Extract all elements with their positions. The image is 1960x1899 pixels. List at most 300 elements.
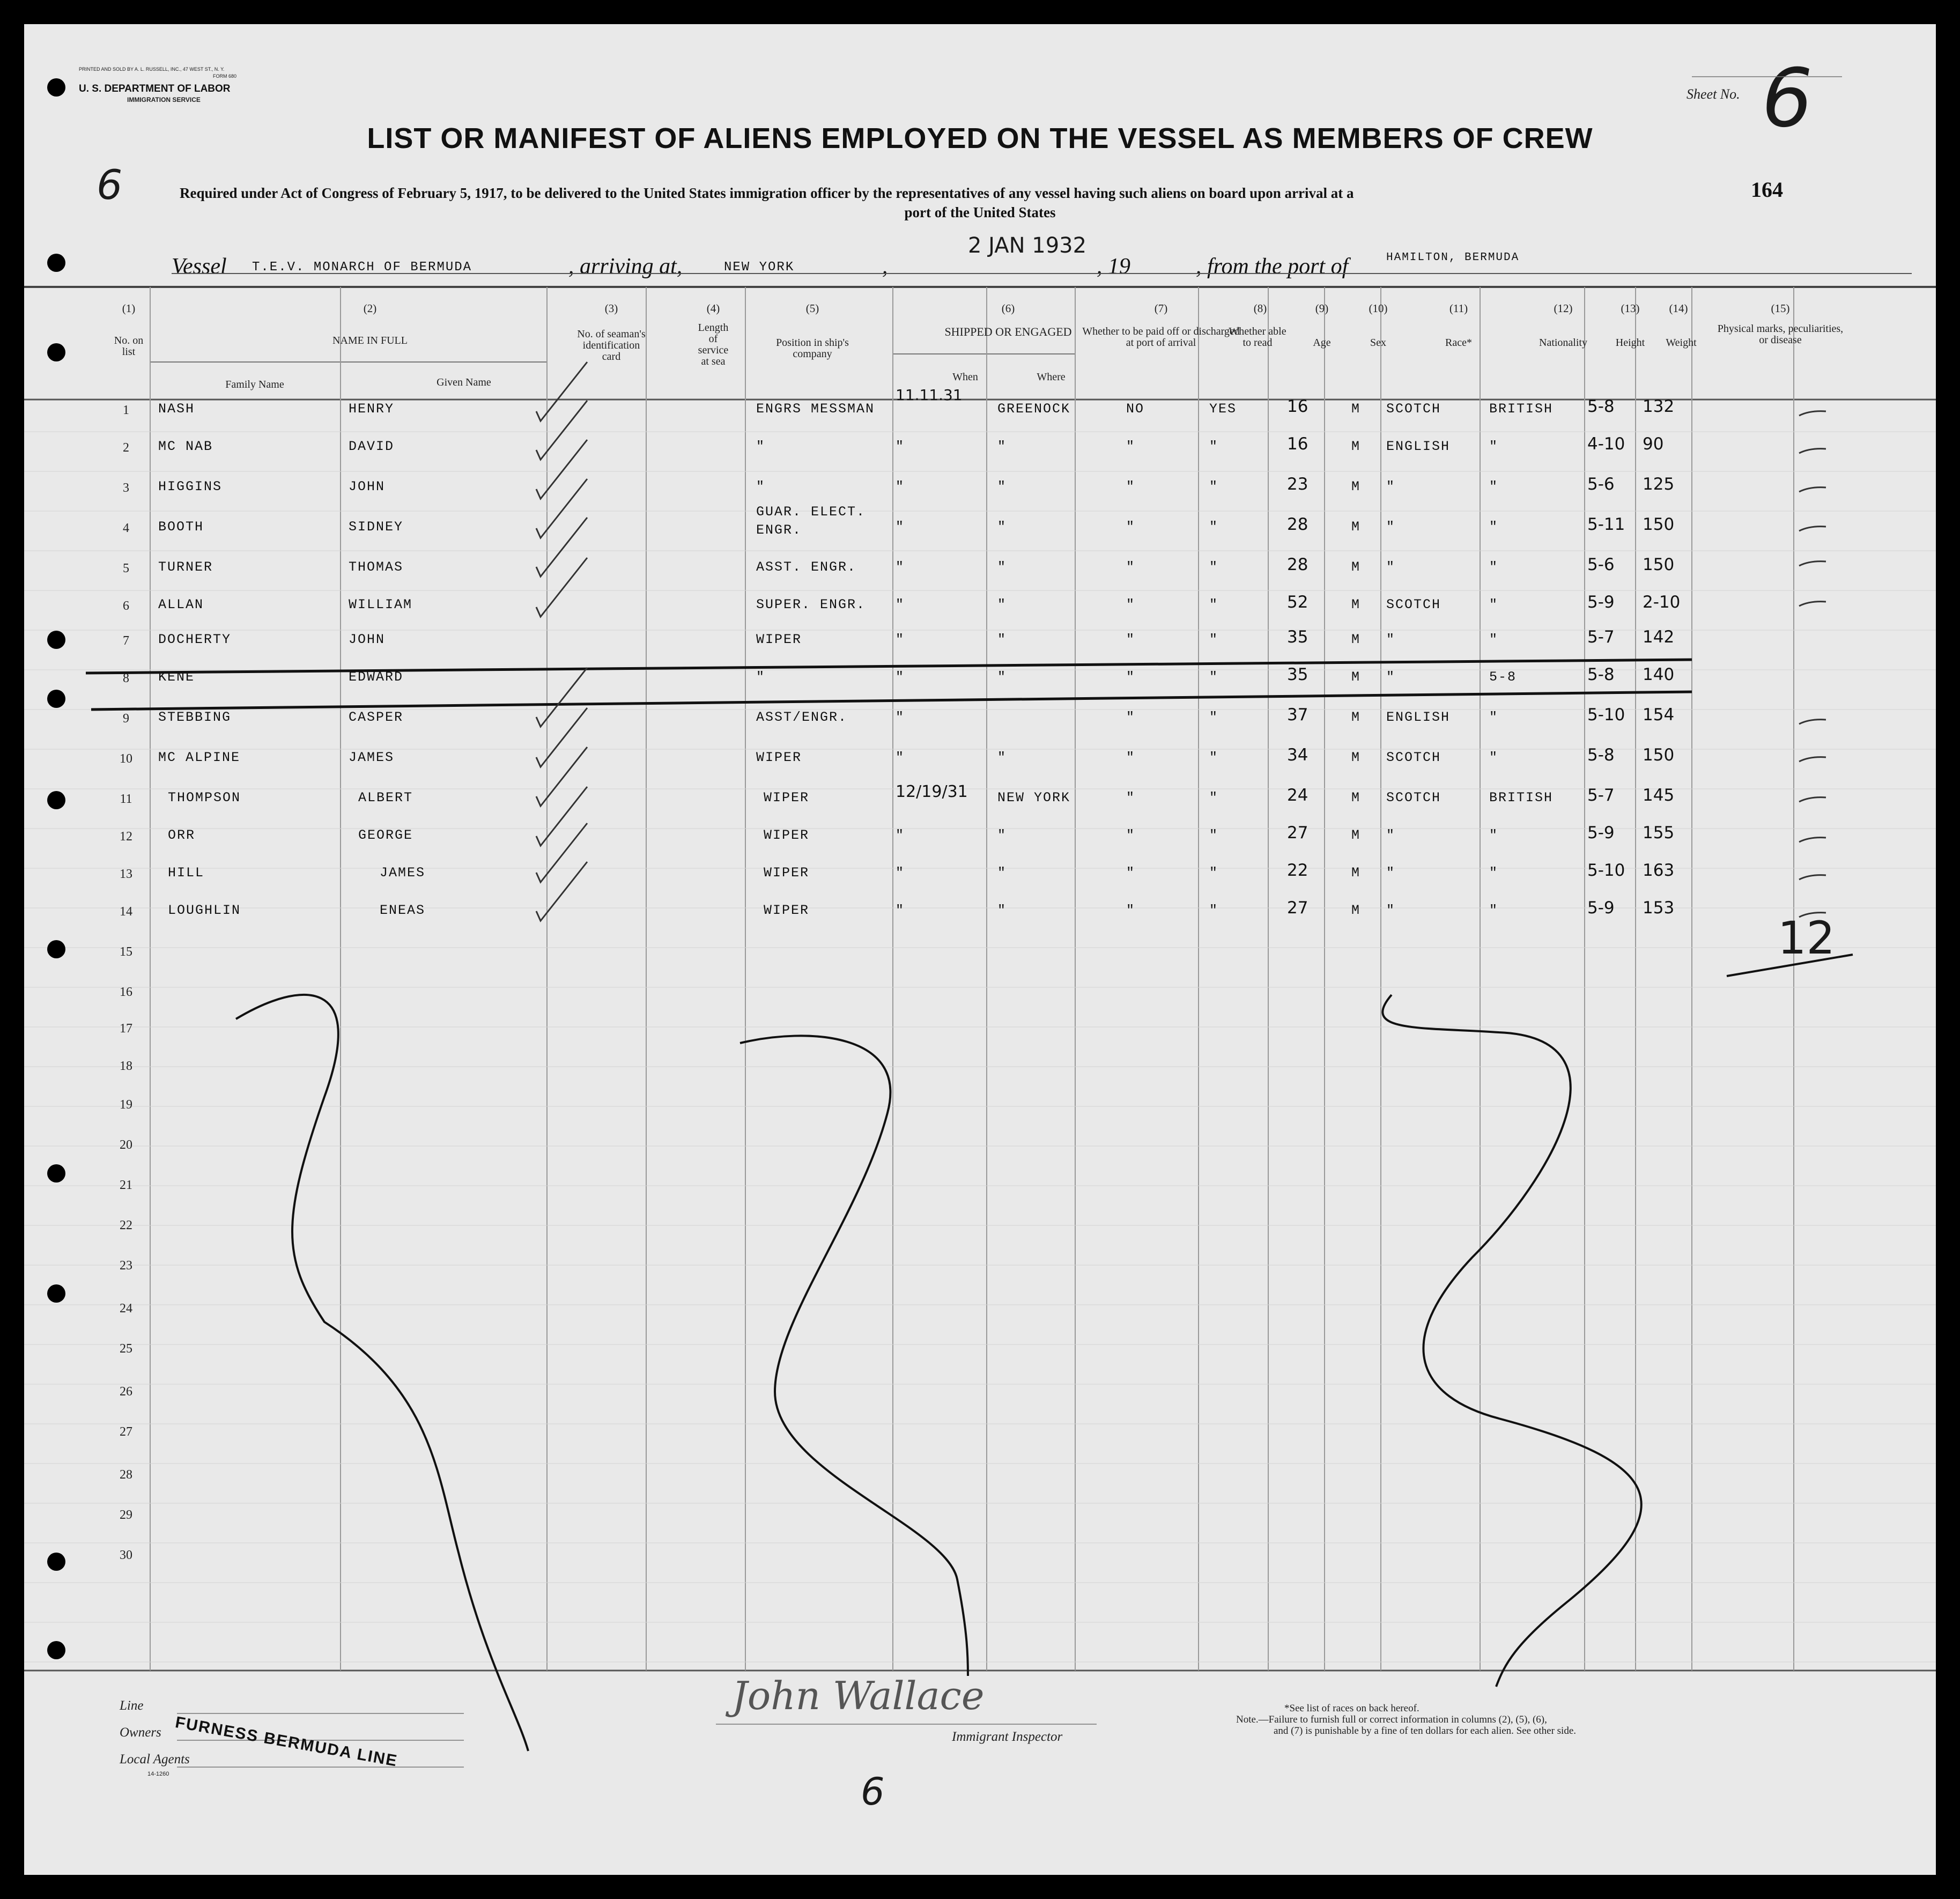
check-mark <box>536 479 587 538</box>
cell-height: 5-9 <box>1587 823 1615 843</box>
cell-position: ENGRS MESSMAN <box>756 401 875 417</box>
cell-when: " <box>896 479 905 494</box>
cell-paid-off: NO <box>1126 401 1145 417</box>
col-num-15: (15) <box>1771 302 1790 315</box>
cell-able-to-read: " <box>1209 439 1219 454</box>
cell-weight: 2-10 <box>1643 593 1681 612</box>
row-number: 18 <box>120 1059 132 1073</box>
col-label-seaman-card: No. of seaman's identification card <box>577 328 646 363</box>
cell-family-name: HILL <box>168 865 205 881</box>
cell-race: " <box>1386 827 1396 843</box>
cell-given-name: JAMES <box>380 865 426 881</box>
cell-able-to-read: YES <box>1209 401 1237 417</box>
cell-age: 27 <box>1287 823 1308 843</box>
immigrant-inspector-label: Immigrant Inspector <box>952 1730 1063 1744</box>
col-label-age: Age <box>1313 337 1331 349</box>
subheader-family-name: Family Name <box>225 379 284 390</box>
note-line-1: *See list of races on back hereof. <box>1284 1703 1419 1714</box>
col-num-5: (5) <box>805 302 819 315</box>
cell-weight: 142 <box>1643 627 1675 647</box>
cell-race: " <box>1386 479 1396 494</box>
manifest-sheet <box>24 24 1936 1875</box>
cell-family-name: ALLAN <box>158 597 204 612</box>
col-num-13: (13) <box>1621 302 1640 315</box>
cell-sex: M <box>1351 750 1361 765</box>
col-label-shipped-engaged: SHIPPED OR ENGAGED <box>944 325 1072 338</box>
cell-position: GUAR. ELECT. ENGR. <box>756 504 866 538</box>
col-label-position: Position in ship's company <box>776 337 849 360</box>
physical-mark-dash <box>1799 838 1826 842</box>
col-num-7: (7) <box>1154 302 1168 315</box>
cell-nationality: " <box>1489 439 1499 454</box>
cell-weight: 153 <box>1643 898 1675 918</box>
cell-able-to-read: " <box>1209 865 1219 881</box>
cell-position: SUPER. ENGR. <box>756 597 866 612</box>
cell-where: " <box>997 519 1007 535</box>
inspector-signature: John Wallace <box>732 1673 985 1718</box>
cell-position: WIPER <box>764 903 810 918</box>
cell-paid-off: " <box>1126 903 1136 918</box>
row-number: 25 <box>120 1342 132 1356</box>
row-number: 20 <box>120 1138 132 1152</box>
cell-race: SCOTCH <box>1386 401 1441 417</box>
cell-nationality: " <box>1489 597 1499 612</box>
check-mark <box>536 823 587 882</box>
binder-hole <box>47 631 65 649</box>
check-mark <box>536 401 587 460</box>
cell-family-name: LOUGHLIN <box>168 903 241 918</box>
vessel-name: T.E.V. MONARCH OF BERMUDA <box>252 260 472 275</box>
physical-mark-dash <box>1799 487 1826 492</box>
cell-able-to-read: " <box>1209 519 1219 535</box>
cell-sex: M <box>1351 790 1361 806</box>
cell-height: 5-9 <box>1587 593 1615 612</box>
binder-hole <box>47 1284 65 1303</box>
cell-age: 23 <box>1287 475 1308 494</box>
col-label-paid-off: Whether to be paid off or discharged at port of arrival <box>1082 326 1240 349</box>
cell-paid-off: " <box>1126 559 1136 575</box>
form-code: 14-1260 <box>147 1771 169 1777</box>
col-label-no-on-list: No. on list <box>114 335 144 358</box>
cell-where: " <box>997 669 1007 685</box>
cell-race: SCOTCH <box>1386 597 1441 612</box>
col-num-3: (3) <box>604 302 618 315</box>
cell-height: 5-6 <box>1587 555 1615 574</box>
footer-note <box>1236 1703 1576 1737</box>
cell-able-to-read: " <box>1209 903 1219 918</box>
cell-given-name: JAMES <box>349 750 395 765</box>
cell-height: 5-8 <box>1587 745 1615 765</box>
cell-when: " <box>896 865 905 881</box>
cell-able-to-read: " <box>1209 669 1219 685</box>
cell-when: 12/19/31 <box>896 782 968 801</box>
col-num-4: (4) <box>706 302 720 315</box>
strike-row-8 <box>91 692 1692 710</box>
col-label-height: Height <box>1615 337 1645 349</box>
row-number: 5 <box>123 561 129 575</box>
cell-family-name: MC ALPINE <box>158 750 241 765</box>
col-num-8: (8) <box>1253 302 1267 315</box>
row-number: 10 <box>120 752 132 766</box>
department-name: U. S. DEPARTMENT OF LABOR <box>79 83 231 94</box>
from-port: HAMILTON, BERMUDA <box>1386 252 1520 264</box>
cell-weight: 155 <box>1643 823 1675 843</box>
from-label: , from the port of <box>1196 254 1349 279</box>
check-mark <box>536 708 587 767</box>
physical-mark-dash <box>1799 602 1826 606</box>
cell-given-name: JOHN <box>349 479 386 494</box>
cell-able-to-read: " <box>1209 710 1219 725</box>
row-number: 12 <box>120 830 132 844</box>
cell-given-name: ENEAS <box>380 903 426 918</box>
cell-family-name: DOCHERTY <box>158 632 232 647</box>
cell-given-name: HENRY <box>349 401 395 417</box>
cell-height: 5-7 <box>1587 786 1615 805</box>
binder-hole <box>47 78 65 97</box>
cell-nationality: " <box>1489 750 1499 765</box>
binder-hole <box>47 1553 65 1571</box>
cell-paid-off: " <box>1126 439 1136 454</box>
cell-weight: 145 <box>1643 786 1675 805</box>
page-title: LIST OR MANIFEST OF ALIENS EMPLOYED ON THE VESSEL AS MEMBERS OF CREW <box>367 122 1593 154</box>
local-agents-label: Local Agents <box>120 1752 190 1767</box>
cell-weight: 150 <box>1643 555 1675 574</box>
cell-when: " <box>896 750 905 765</box>
date-stamp: 2 JAN 1932 <box>968 233 1087 258</box>
sheet-number: 6 <box>1762 52 1813 145</box>
cell-when: 11.11.31 <box>896 386 963 404</box>
cell-height: 4-10 <box>1587 434 1625 454</box>
cell-when: " <box>896 519 905 535</box>
row-number: 1 <box>123 403 129 417</box>
cell-where: " <box>997 903 1007 918</box>
cell-sex: M <box>1351 632 1361 647</box>
cell-race: " <box>1386 519 1396 535</box>
cell-race: ENGLISH <box>1386 439 1451 454</box>
line-stamp: FURNESS BERMUDA LINE <box>174 1713 400 1770</box>
cell-weight: 150 <box>1643 745 1675 765</box>
cell-age: 34 <box>1287 745 1308 765</box>
cell-sex: M <box>1351 669 1361 685</box>
physical-mark-dash <box>1799 449 1826 453</box>
cell-family-name: STEBBING <box>158 710 232 725</box>
cell-race: " <box>1386 865 1396 881</box>
cell-age: 24 <box>1287 786 1308 805</box>
cell-family-name: ORR <box>168 827 196 843</box>
subtitle-line-2: port of the United States <box>904 204 1056 220</box>
cell-position: WIPER <box>764 827 810 843</box>
col-label-length-of-service: Length of service at sea <box>698 322 729 367</box>
cell-paid-off: " <box>1126 632 1136 647</box>
row-number: 6 <box>123 599 129 613</box>
row-number: 29 <box>120 1508 132 1522</box>
cell-where: " <box>997 479 1007 494</box>
cell-race: " <box>1386 903 1396 918</box>
col-num-6: (6) <box>1001 302 1015 315</box>
cell-paid-off: " <box>1126 827 1136 843</box>
col-label-nationality: Nationality <box>1539 337 1587 349</box>
binder-hole <box>47 1641 65 1659</box>
cell-race: " <box>1386 559 1396 575</box>
row-number: 16 <box>120 985 132 999</box>
cell-position: " <box>756 479 766 494</box>
cell-nationality: BRITISH <box>1489 790 1554 806</box>
cell-nationality: " <box>1489 519 1499 535</box>
cell-position: WIPER <box>756 632 802 647</box>
binder-hole <box>47 791 65 809</box>
row-number: 23 <box>120 1259 132 1273</box>
col-num-10: (10) <box>1369 302 1388 315</box>
cell-age: 35 <box>1287 627 1308 647</box>
printer-line-2: FORM 680 <box>213 73 237 79</box>
margin-mark: 6 <box>97 161 123 209</box>
subtitle-line-1: Required under Act of Congress of February 5, 1917, to be delivered to the United States immigration officer by the representatives of any vessel having such aliens on board upon arrival at a <box>180 185 1354 201</box>
cell-age: 52 <box>1287 593 1308 612</box>
cell-race: SCOTCH <box>1386 790 1441 806</box>
cell-given-name: THOMAS <box>349 559 404 575</box>
cell-where: " <box>997 827 1007 843</box>
cell-when: " <box>896 632 905 647</box>
owners-label: Owners <box>120 1725 161 1740</box>
cell-weight: 125 <box>1643 475 1675 494</box>
physical-mark-dash <box>1799 757 1826 762</box>
closing-squiggle-2 <box>740 1036 968 1676</box>
cell-family-name: THOMPSON <box>168 790 241 806</box>
row-number: 30 <box>120 1548 132 1562</box>
check-mark <box>536 862 587 921</box>
cell-paid-off: " <box>1126 519 1136 535</box>
cell-given-name: SIDNEY <box>349 519 404 535</box>
cell-position: " <box>756 669 766 685</box>
vessel-label: Vessel <box>172 254 227 279</box>
cell-when: " <box>896 710 905 725</box>
cell-age: 35 <box>1287 665 1308 684</box>
cell-given-name: JOHN <box>349 632 386 647</box>
cell-height: 5-11 <box>1587 515 1625 534</box>
col-num-14: (14) <box>1669 302 1688 315</box>
cell-given-name: DAVID <box>349 439 395 454</box>
col-label-physical-marks: Physical marks, peculiarities, or disease <box>1717 323 1844 346</box>
line-label: Line <box>120 1698 144 1713</box>
cell-height: 5-10 <box>1587 705 1625 725</box>
cell-race: ENGLISH <box>1386 710 1451 725</box>
arriving-port: NEW YORK <box>724 260 795 275</box>
cell-family-name: NASH <box>158 401 195 417</box>
cell-height: 5-10 <box>1587 861 1625 880</box>
physical-mark-dash <box>1799 720 1826 724</box>
cell-nationality: " <box>1489 710 1499 725</box>
cell-sex: M <box>1351 865 1361 881</box>
subheader-when: When <box>952 371 978 383</box>
cell-age: 22 <box>1287 861 1308 880</box>
cell-where: NEW YORK <box>997 790 1071 806</box>
cell-race: " <box>1386 632 1396 647</box>
cell-given-name: WILLIAM <box>349 597 413 612</box>
strike-row-7 <box>86 660 1692 673</box>
binder-hole <box>47 1164 65 1183</box>
cell-paid-off: " <box>1126 750 1136 765</box>
cell-where: " <box>997 632 1007 647</box>
cell-sex: M <box>1351 559 1361 575</box>
row-number: 15 <box>120 945 132 959</box>
binder-hole <box>47 690 65 708</box>
cell-age: 28 <box>1287 515 1308 534</box>
cell-when: " <box>896 597 905 612</box>
tally-count: 12 <box>1778 912 1835 964</box>
cell-sex: M <box>1351 903 1361 918</box>
cell-height: 5-8 <box>1587 665 1615 684</box>
note-line-3: and (7) is punishable by a fine of ten dollars for each alien. See other side. <box>1274 1725 1577 1737</box>
arriving-label: , arriving at, <box>568 254 683 279</box>
row-number: 22 <box>120 1218 132 1232</box>
cell-paid-off: " <box>1126 669 1136 685</box>
cell-nationality: BRITISH <box>1489 401 1554 417</box>
row-number: 2 <box>123 441 129 455</box>
cell-given-name: EDWARD <box>349 669 404 685</box>
row-number: 24 <box>120 1302 132 1316</box>
cell-position: " <box>756 439 766 454</box>
cell-when: " <box>896 439 905 454</box>
cell-paid-off: " <box>1126 865 1136 881</box>
cell-age: 28 <box>1287 555 1308 574</box>
cell-family-name: MC NAB <box>158 439 213 454</box>
cell-able-to-read: " <box>1209 479 1219 494</box>
physical-mark-dash <box>1799 797 1826 802</box>
subheader-where: Where <box>1037 371 1066 383</box>
cell-nationality: " <box>1489 559 1499 575</box>
cell-race: SCOTCH <box>1386 750 1441 765</box>
row-number: 26 <box>120 1385 132 1399</box>
closing-squiggle-1 <box>236 995 528 1751</box>
cell-where: GREENOCK <box>997 401 1071 417</box>
cell-sex: M <box>1351 710 1361 725</box>
cell-able-to-read: " <box>1209 827 1219 843</box>
cell-height: 5-6 <box>1587 475 1615 494</box>
cell-nationality: 5-8 <box>1489 669 1517 685</box>
cell-position: ASST. ENGR. <box>756 559 857 575</box>
cell-when: " <box>896 903 905 918</box>
cell-nationality: " <box>1489 827 1499 843</box>
cell-family-name: HIGGINS <box>158 479 223 494</box>
cell-when: " <box>896 827 905 843</box>
row-number: 3 <box>123 481 129 495</box>
note-line-2: Note.—Failure to furnish full or correct information in columns (2), (5), (6), <box>1236 1714 1547 1725</box>
col-num-2: (2) <box>363 302 377 315</box>
cell-paid-off: " <box>1126 710 1136 725</box>
cell-family-name: BOOTH <box>158 519 204 535</box>
row-number: 28 <box>120 1468 132 1482</box>
cell-sex: M <box>1351 597 1361 612</box>
check-mark <box>536 362 587 421</box>
sheet-number-label: Sheet No. <box>1687 86 1740 102</box>
cell-height: 5-7 <box>1587 627 1615 647</box>
col-label-race: Race* <box>1445 337 1472 349</box>
physical-mark-dash <box>1799 411 1826 416</box>
row-number: 21 <box>120 1178 132 1192</box>
row-number: 9 <box>123 712 129 726</box>
cell-when: " <box>896 669 905 685</box>
cell-age: 27 <box>1287 898 1308 918</box>
cell-paid-off: " <box>1126 790 1136 806</box>
cell-where: " <box>997 597 1007 612</box>
cell-able-to-read: " <box>1209 597 1219 612</box>
cell-age: 16 <box>1287 434 1308 454</box>
col-label-able-to-read: Whether able to read <box>1229 326 1286 349</box>
physical-mark-dash <box>1799 527 1826 531</box>
cell-weight: 154 <box>1643 705 1675 725</box>
physical-mark-dash <box>1799 875 1826 880</box>
cell-height: 5-8 <box>1587 397 1615 416</box>
col-label-weight: Weight <box>1666 337 1697 349</box>
col-num-12: (12) <box>1554 302 1573 315</box>
cell-where: " <box>997 750 1007 765</box>
row-number: 11 <box>120 792 132 806</box>
cell-sex: M <box>1351 519 1361 535</box>
cell-able-to-read: " <box>1209 790 1219 806</box>
binder-hole <box>47 343 65 361</box>
cell-nationality: " <box>1489 479 1499 494</box>
cell-weight: 140 <box>1643 665 1675 684</box>
cell-able-to-read: " <box>1209 632 1219 647</box>
cell-sex: M <box>1351 479 1361 494</box>
cell-paid-off: " <box>1126 479 1136 494</box>
physical-mark-dash <box>1799 561 1826 566</box>
cell-family-name: TURNER <box>158 559 213 575</box>
row-number: 19 <box>120 1098 132 1112</box>
cell-weight: 150 <box>1643 515 1675 534</box>
row-number: 4 <box>123 521 129 535</box>
row-number: 13 <box>120 867 132 881</box>
printer-line-1: PRINTED AND SOLD BY A. L. RUSSELL, INC., 47 WEST ST., N. Y. <box>79 66 225 72</box>
cell-nationality: " <box>1489 632 1499 647</box>
binder-hole <box>47 254 65 272</box>
cell-position: ASST/ENGR. <box>756 710 848 725</box>
cell-family-name: KENE <box>158 669 195 685</box>
row-number: 27 <box>120 1425 132 1439</box>
cell-sex: M <box>1351 401 1361 417</box>
col-num-11: (11) <box>1449 302 1468 315</box>
col-num-1: (1) <box>122 302 136 315</box>
cell-nationality: " <box>1489 865 1499 881</box>
subheader-given-name: Given Name <box>437 376 491 388</box>
cell-paid-off: " <box>1126 597 1136 612</box>
cell-position: WIPER <box>764 865 810 881</box>
row-number: 8 <box>123 671 129 685</box>
row-number: 17 <box>120 1022 132 1036</box>
cell-when: " <box>896 559 905 575</box>
cell-where: " <box>997 439 1007 454</box>
col-num-9: (9) <box>1315 302 1329 315</box>
check-mark <box>536 787 587 846</box>
binder-hole <box>47 940 65 958</box>
cell-weight: 132 <box>1643 397 1675 416</box>
cell-age: 16 <box>1287 397 1308 416</box>
page-stamp: 164 <box>1751 178 1783 202</box>
cell-where: " <box>997 865 1007 881</box>
row-number: 7 <box>123 634 129 648</box>
bottom-mark: 6 <box>861 1770 885 1814</box>
col-label-name-in-full: NAME IN FULL <box>332 335 408 346</box>
check-mark <box>536 558 587 617</box>
cell-race: " <box>1386 669 1396 685</box>
cell-given-name: CASPER <box>349 710 404 725</box>
cell-sex: M <box>1351 827 1361 843</box>
year-label: , 19 <box>1097 254 1130 279</box>
cell-nationality: " <box>1489 903 1499 918</box>
cell-height: 5-9 <box>1587 898 1615 918</box>
cell-given-name: GEORGE <box>358 827 413 843</box>
arriving-comma: , <box>882 254 888 279</box>
